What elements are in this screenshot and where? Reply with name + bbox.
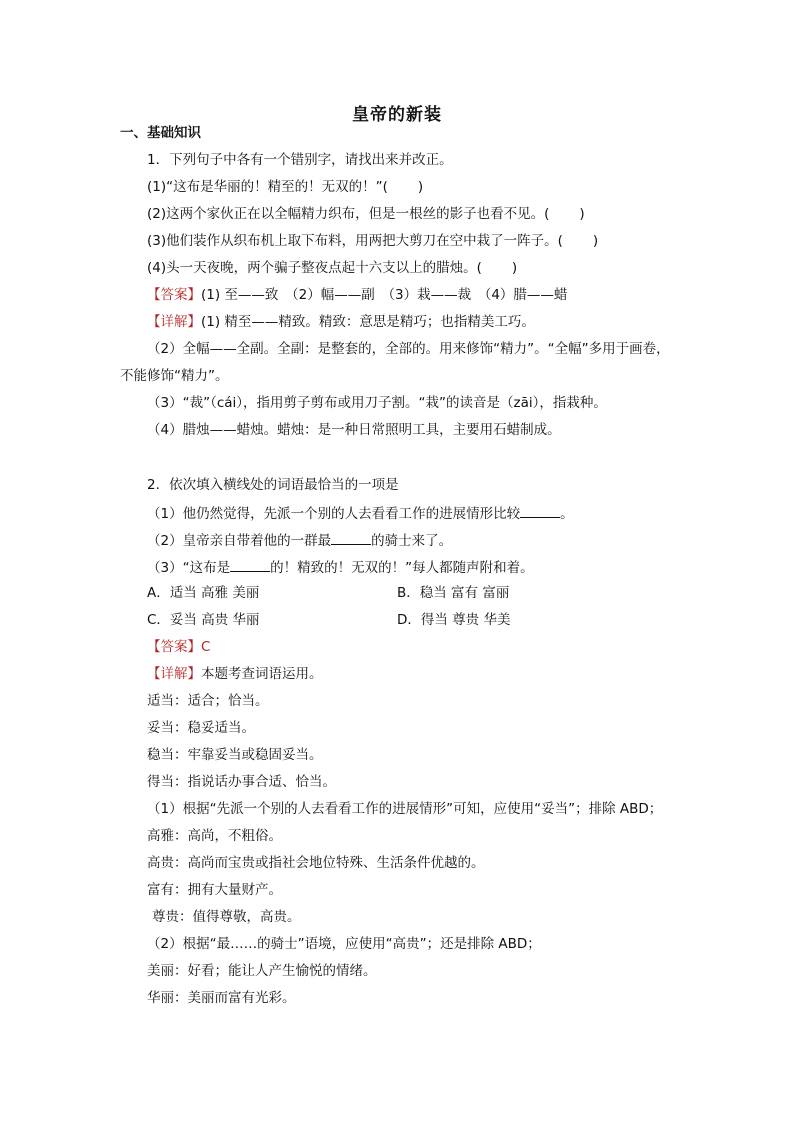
q1-sentence-2: (2)这两个家伙正在以全幅精力织布，但是一根丝的影子也看不见。( ) <box>147 206 585 222</box>
q2-detail-line: 美丽：好看；能让人产生愉悦的情绪。 <box>147 963 377 979</box>
blank-underline <box>520 503 560 518</box>
q2-sentence-3: （3）“这布是 的！精致的！无双的！”每人都随声附和着。 <box>147 557 534 577</box>
q1-sentence-4: (4)头一天夜晚，两个骗子整夜点起十六支以上的腊烛。( ) <box>147 260 518 276</box>
answer-tag: 【答案】 <box>147 639 201 655</box>
q2-detail-line: 稳当：牢靠妥当或稳固妥当。 <box>147 747 323 763</box>
q2-detail-line: 富有：拥有大量财产。 <box>147 882 282 898</box>
q2-sentence-1: （1）他仍然觉得，先派一个别的人去看看工作的进展情形比较 。 <box>147 503 574 523</box>
q2-option-a: A．适当 高雅 美丽 <box>147 585 260 601</box>
q2-detail-line: （2）根据“最……的骑士”语境，应使用“高贵”；还是排除 ABD； <box>147 936 541 952</box>
q2-detail-line: 尊贵：值得尊敬，高贵。 <box>152 909 301 925</box>
blank-underline <box>230 557 270 572</box>
answer-tag: 【答案】 <box>147 287 201 303</box>
q2-sentence-2: （2）皇帝亲自带着他的一群最 的骑士来了。 <box>147 530 452 550</box>
q2-detail-line: 得当：指说话办事合适、恰当。 <box>147 774 336 790</box>
q2-stem: 2．依次填入横线处的词语最恰当的一项是 <box>147 477 399 493</box>
q2-detail-line: 妥当：稳妥适当。 <box>147 720 255 736</box>
q2-detail-line: （1）根据“先派一个别的人去看看工作的进展情形”可知，应使用“妥当”；排除 ABD； <box>147 801 663 817</box>
q1-stem: 1．下列句子中各有一个错别字，请找出来并改正。 <box>147 152 453 168</box>
q2-detail-line: 华丽：美丽而富有光彩。 <box>147 990 296 1006</box>
q1-sentence-3: (3)他们装作从织布机上取下布料，用两把大剪刀在空中栽了一阵子。( ) <box>147 233 599 249</box>
page-title: 皇帝的新装 <box>352 105 442 125</box>
q1-detail-4: （4）腊烛——蜡烛。蜡烛：是一种日常照明工具，主要用石蜡制成。 <box>147 422 561 438</box>
q1-detail-1: 【详解】(1) 精至——精致。精致：意思是精巧；也指精美工巧。 <box>147 314 535 330</box>
section-heading: 一、基础知识 <box>120 125 201 141</box>
detail-tag: 【详解】 <box>147 666 201 682</box>
q1-detail-2a: （2）全幅——全副。全副：是整套的，全部的。用来修饰“精力”。“全幅”多用于画卷， <box>147 341 670 357</box>
blank-underline <box>331 530 371 545</box>
q2-option-b: B．稳当 富有 富丽 <box>397 585 510 601</box>
q2-detail-0: 【详解】本题考查词语运用。 <box>147 666 323 682</box>
q2-answer: 【答案】C <box>147 639 211 655</box>
q2-option-c: C．妥当 高贵 华丽 <box>147 612 260 628</box>
detail-tag: 【详解】 <box>147 314 201 330</box>
q2-detail-line: 高贵：高尚而宝贵或指社会地位特殊、生活条件优越的。 <box>147 855 485 871</box>
q1-sentence-1: (1)“这布是华丽的！精至的！无双的！”( ) <box>147 179 424 195</box>
q2-option-d: D．得当 尊贵 华美 <box>397 612 511 628</box>
q1-answer: 【答案】(1) 至——致 （2）幅——副 （3）栽——裁 （4）腊——蜡 <box>147 287 568 303</box>
q2-detail-line: 适当：适合；恰当。 <box>147 693 269 709</box>
q2-detail-line: 高雅：高尚，不粗俗。 <box>147 828 282 844</box>
q1-detail-3: （3）“裁”（cái），指用剪子剪布或用刀子割。“栽”的读音是（zāi），指栽种。 <box>147 395 607 411</box>
q1-detail-2b: 不能修饰“精力”。 <box>120 368 229 384</box>
